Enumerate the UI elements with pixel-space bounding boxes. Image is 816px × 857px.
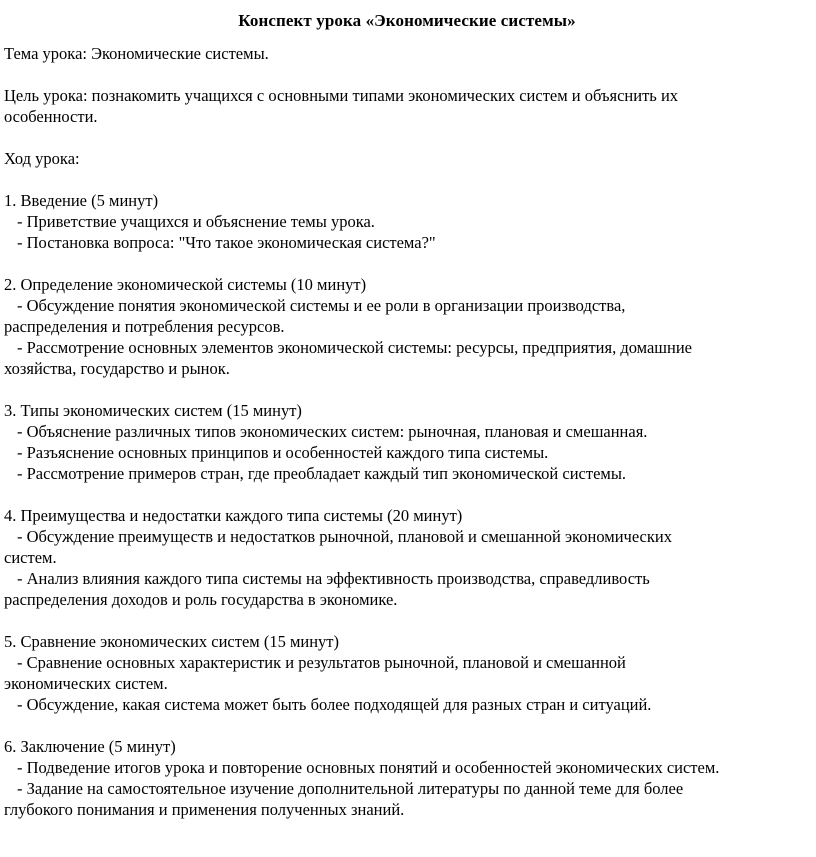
paragraph-spacer xyxy=(4,253,810,274)
bullet-line: - Обсуждение понятия экономической системы и ее роли в организации производства, xyxy=(17,296,626,315)
bullet-line: - Задание на самостоятельное изучение дополнительной литературы по данной теме для более xyxy=(17,779,684,798)
text-line: хозяйства, государство и рынок. xyxy=(4,359,230,378)
document-title: Конспект урока «Экономические системы» xyxy=(238,11,576,30)
section-heading: 6. Заключение (5 минут) xyxy=(4,737,176,756)
bullet-line: - Разъяснение основных принципов и особенностей каждого типа системы. xyxy=(17,443,549,462)
bullet-line: - Рассмотрение основных элементов экономической системы: ресурсы, предприятия, домашние xyxy=(17,338,692,357)
paragraph-spacer xyxy=(4,379,810,400)
paragraph-spacer xyxy=(4,484,810,505)
section-heading: 5. Сравнение экономических систем (15 минут) xyxy=(4,632,340,651)
paragraph-spacer xyxy=(4,715,810,736)
bullet-line: - Подведение итогов урока и повторение основных понятий и особенностей экономических систем. xyxy=(17,758,720,777)
title-spacer xyxy=(4,31,810,43)
text-line: распределения и потребления ресурсов. xyxy=(4,317,285,336)
text-line: экономических систем. xyxy=(4,674,168,693)
document-block-section-3 xyxy=(4,400,810,484)
document-block-section-6 xyxy=(4,736,810,820)
document-block-section-4 xyxy=(4,505,810,610)
bullet-line: - Постановка вопроса: "Что такое экономическая система?" xyxy=(17,233,436,252)
document-block-cel xyxy=(4,85,810,127)
document-block-section-2 xyxy=(4,274,810,379)
section-heading: 1. Введение (5 минут) xyxy=(4,191,159,210)
text-line: Тема урока: Экономические системы. xyxy=(4,44,269,63)
section-heading: 3. Типы экономических систем (15 минут) xyxy=(4,401,302,420)
section-heading: 2. Определение экономической системы (10 минут) xyxy=(4,275,367,294)
paragraph-spacer xyxy=(4,127,810,148)
text-line: глубокого понимания и применения полученных знаний. xyxy=(4,800,405,819)
bullet-line: - Объяснение различных типов экономических систем: рыночная, плановая и смешанная. xyxy=(17,422,648,441)
section-heading: 4. Преимущества и недостатки каждого типа системы (20 минут) xyxy=(4,506,463,525)
text-line: систем. xyxy=(4,548,57,567)
paragraph-spacer xyxy=(4,64,810,85)
bullet-line: - Обсуждение, какая система может быть более подходящей для разных стран и ситуаций. xyxy=(17,695,652,714)
bullet-line: - Анализ влияния каждого типа системы на эффективность производства, справедливость xyxy=(17,569,650,588)
text-line: Ход урока: xyxy=(4,149,80,168)
document-block-tema xyxy=(4,43,810,64)
document-block-hod xyxy=(4,148,810,169)
text-line: Цель урока: познакомить учащихся с основными типами экономических систем и объяснить их xyxy=(4,86,679,105)
text-line: особенности. xyxy=(4,107,98,126)
bullet-line: - Рассмотрение примеров стран, где преобладает каждый тип экономической системы. xyxy=(17,464,627,483)
bullet-line: - Обсуждение преимуществ и недостатков рыночной, плановой и смешанной экономических xyxy=(17,527,672,546)
bullet-line: - Приветствие учащихся и объяснение темы урока. xyxy=(17,212,375,231)
paragraph-spacer xyxy=(4,169,810,190)
document-block-section-5 xyxy=(4,631,810,715)
text-line: распределения доходов и роль государства в экономике. xyxy=(4,590,398,609)
paragraph-spacer xyxy=(4,610,810,631)
bullet-line: - Сравнение основных характеристик и результатов рыночной, плановой и смешанной xyxy=(17,653,626,672)
document-body xyxy=(4,43,810,820)
document-block-section-1 xyxy=(4,190,810,253)
